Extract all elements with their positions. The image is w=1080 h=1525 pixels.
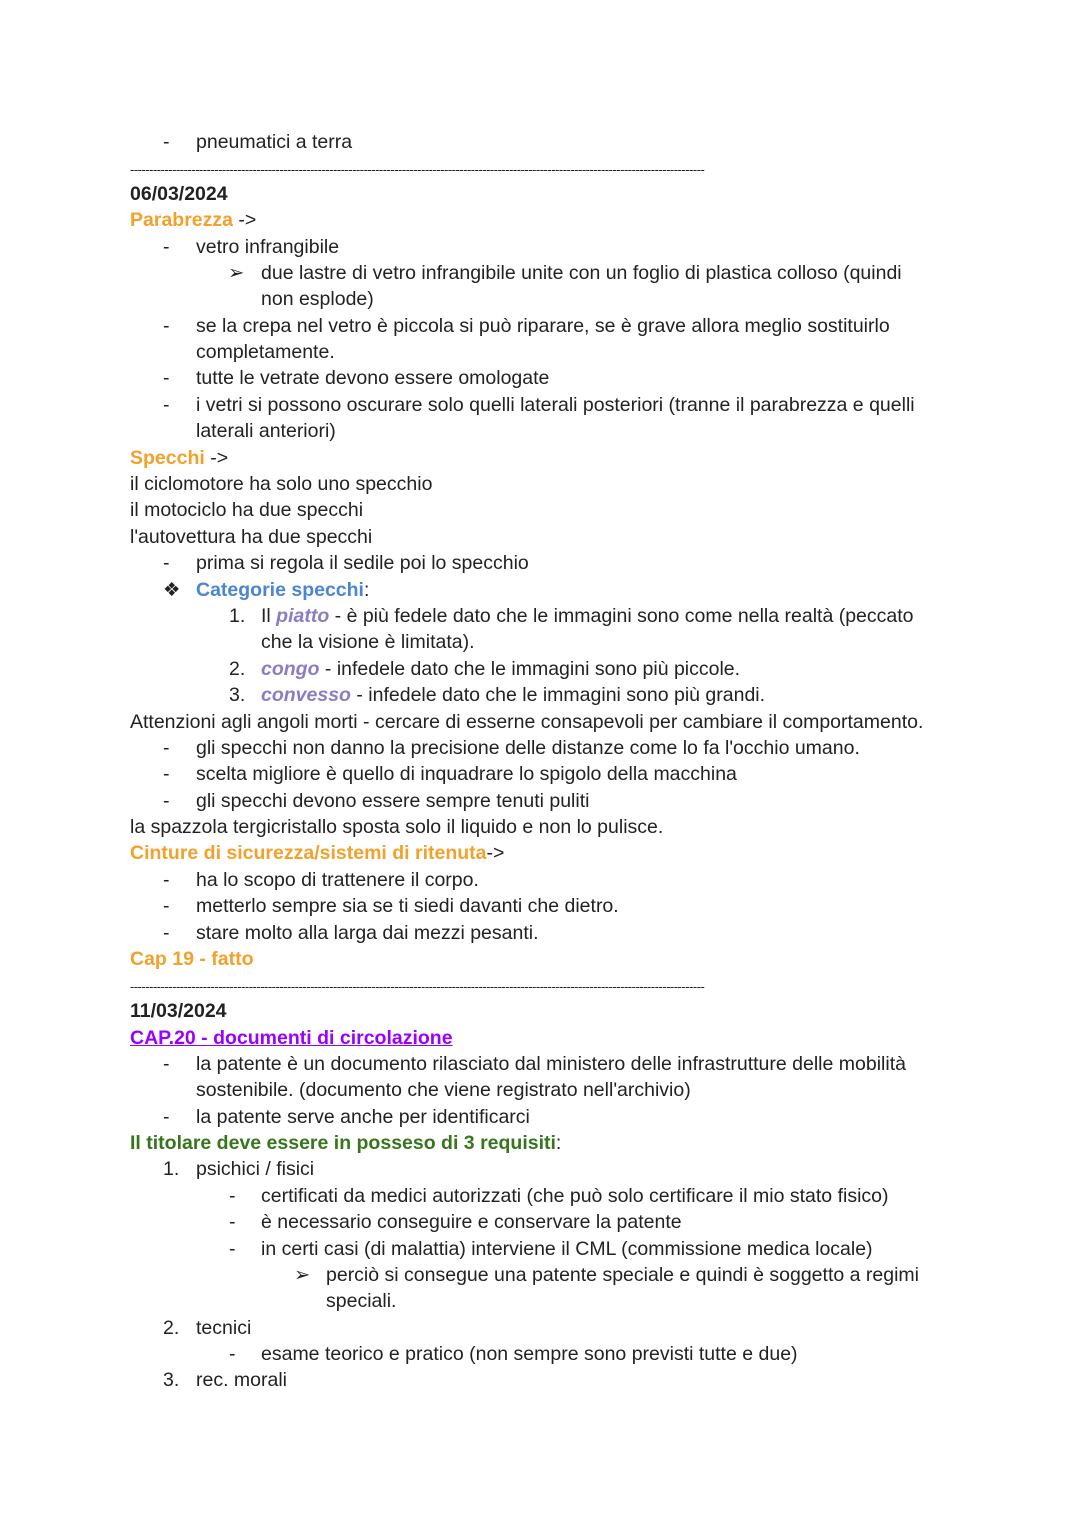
heading-colon: :	[555, 1132, 562, 1154]
list-item: vetro infrangibile	[196, 236, 340, 258]
text-line: Attenzioni agli angoli morti - cercare di esserne consapevoli per cambiare il comportamento.	[130, 711, 924, 733]
list-number: 2.	[229, 658, 246, 680]
bullet-dash: -	[229, 1238, 236, 1260]
list-number: 3.	[163, 1369, 180, 1391]
arrowhead-bullet-icon: ➢	[294, 1264, 311, 1286]
requirements-heading	[130, 1130, 561, 1156]
item-text: - infedele dato che le immagini sono più piccole.	[319, 658, 741, 680]
bullet-dash: -	[163, 1053, 170, 1075]
section-separator: ------------------------------------------------------------------------------------------------------------------------------------------------------	[130, 163, 705, 177]
list-number: 3.	[229, 684, 246, 706]
bullet-dash: -	[163, 737, 170, 759]
date-heading: 11/03/2024	[130, 1000, 227, 1022]
list-item: due lastre di vetro infrangibile unite con un foglio di plastica colloso (quindi	[261, 262, 902, 284]
heading-arrow: ->	[486, 842, 505, 864]
text-line: il motociclo ha due specchi	[130, 499, 364, 521]
numbered-item	[261, 656, 740, 682]
chapter-done-note: Cap 19 - fatto	[130, 948, 254, 970]
list-item: la patente serve anche per identificarci	[196, 1106, 530, 1128]
list-item: i vetri si possono oscurare solo quelli laterali posteriori (tranne il parabrezza e quelli	[196, 394, 915, 416]
term-piatto: piatto	[276, 605, 330, 627]
list-item-cont: sostenibile. (documento che viene registrato nell'archivio)	[196, 1079, 691, 1101]
term-congo: congo	[261, 658, 320, 680]
numbered-item	[261, 603, 914, 629]
heading-text: Il titolare deve essere in posseso di 3 requisiti	[130, 1132, 556, 1154]
list-item: pneumatici a terra	[196, 131, 353, 153]
list-number: 1.	[229, 605, 246, 627]
heading-arrow: ->	[210, 447, 229, 469]
heading-text: Specchi	[130, 447, 205, 469]
text-line: il ciclomotore ha solo uno specchio	[130, 473, 433, 495]
list-item: stare molto alla larga dai mezzi pesanti.	[196, 922, 539, 944]
list-number: 2.	[163, 1317, 180, 1339]
list-item: se la crepa nel vetro è piccola si può riparare, se è grave allora meglio sostituirlo	[196, 315, 890, 337]
bullet-dash: -	[163, 869, 170, 891]
section-heading-specchi	[130, 445, 228, 471]
section-heading-cinture	[130, 840, 504, 866]
bullet-dash: -	[163, 236, 170, 258]
list-item-cont: non esplode)	[261, 288, 374, 310]
list-item: in certi casi (di malattia) interviene il CML (commissione medica locale)	[261, 1238, 873, 1260]
numbered-item: tecnici	[196, 1317, 252, 1339]
numbered-item-cont: che la visione è limitata).	[261, 631, 475, 653]
date-heading: 06/03/2024	[130, 183, 228, 205]
list-item: prima si regola il sedile poi lo specchio	[196, 552, 529, 574]
list-item: scelta migliore è quello di inquadrare lo spigolo della macchina	[196, 763, 737, 785]
text-line: l'autovettura ha due specchi	[130, 526, 373, 548]
list-number: 1.	[163, 1158, 180, 1180]
list-item: perciò si consegue una patente speciale e quindi è soggetto a regimi	[326, 1264, 919, 1286]
bullet-dash: -	[229, 1211, 236, 1233]
list-item: la patente è un documento rilasciato dal ministero delle infrastrutture delle mobilità	[196, 1053, 906, 1075]
list-item: esame teorico e pratico (non sempre sono previsti tutte e due)	[261, 1343, 798, 1365]
section-heading-parabrezza	[130, 207, 256, 233]
bullet-dash: -	[163, 394, 170, 416]
bullet-dash: -	[163, 763, 170, 785]
subheading-text: Categorie specchi	[196, 579, 364, 601]
term-convesso: convesso	[261, 684, 351, 706]
list-item: certificati da medici autorizzati (che può solo certificare il mio stato fisico)	[261, 1185, 889, 1207]
arrowhead-bullet-icon: ➢	[228, 262, 245, 284]
list-item: gli specchi non danno la precisione delle distanze come lo fa l'occhio umano.	[196, 737, 860, 759]
bullet-dash: -	[163, 1106, 170, 1128]
bullet-dash: -	[163, 131, 170, 153]
item-prefix: Il	[261, 605, 277, 627]
item-text: - è più fedele dato che le immagini sono come nella realtà (peccato	[329, 605, 914, 627]
bullet-dash: -	[229, 1343, 236, 1365]
list-item: ha lo scopo di trattenere il corpo.	[196, 869, 479, 891]
numbered-item: rec. morali	[196, 1369, 288, 1391]
heading-arrow: ->	[238, 209, 257, 231]
chapter-heading-cap20: CAP.20 - documenti di circolazione	[130, 1027, 453, 1049]
bullet-dash: -	[163, 315, 170, 337]
list-item: è necessario conseguire e conservare la patente	[261, 1211, 682, 1233]
numbered-item: psichici / fisici	[196, 1158, 315, 1180]
section-separator: ------------------------------------------------------------------------------------------------------------------------------------------------------	[130, 980, 705, 994]
bullet-dash: -	[229, 1185, 236, 1207]
heading-text: Cinture di sicurezza/sistemi di ritenuta	[130, 842, 487, 864]
bullet-dash: -	[163, 367, 170, 389]
heading-text: Parabrezza	[130, 209, 233, 231]
item-text: - infedele dato che le immagini sono più grandi.	[350, 684, 766, 706]
list-item: gli specchi devono essere sempre tenuti puliti	[196, 790, 590, 812]
numbered-item	[261, 682, 765, 708]
subheading-categorie-specchi	[196, 577, 369, 603]
bullet-dash: -	[163, 895, 170, 917]
bullet-dash: -	[163, 790, 170, 812]
list-item: tutte le vetrate devono essere omologate	[196, 367, 550, 389]
list-item-cont: completamente.	[196, 341, 335, 363]
text-line: la spazzola tergicristallo sposta solo il liquido e non lo pulisce.	[130, 816, 664, 838]
list-item-cont: laterali anteriori)	[196, 420, 336, 442]
bullet-dash: -	[163, 552, 170, 574]
subheading-colon: :	[363, 579, 370, 601]
list-item-cont: speciali.	[326, 1290, 397, 1312]
list-item: metterlo sempre sia se ti siedi davanti che dietro.	[196, 895, 619, 917]
bullet-dash: -	[163, 922, 170, 944]
diamond-bullet-icon: ❖	[163, 579, 181, 601]
